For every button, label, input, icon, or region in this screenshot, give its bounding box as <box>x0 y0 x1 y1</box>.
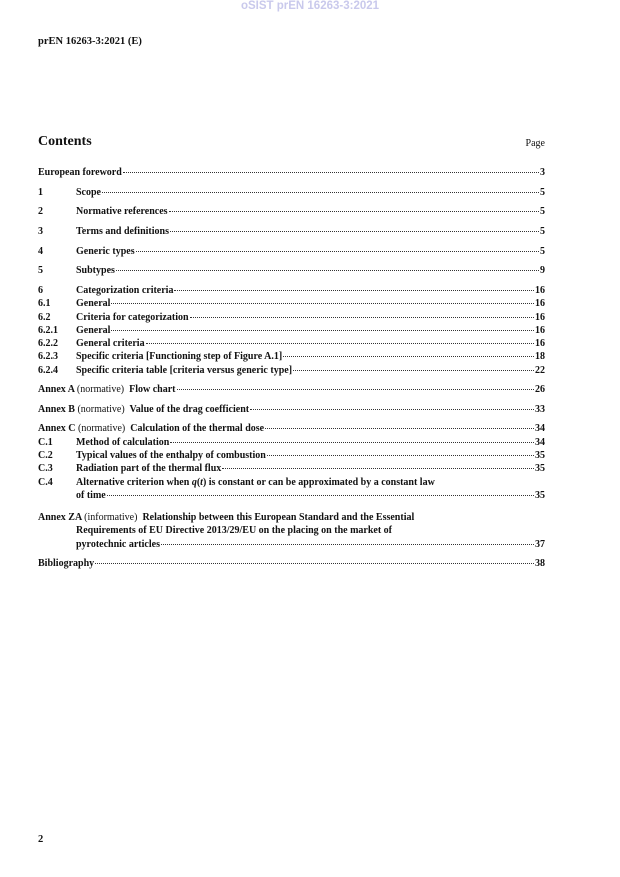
toc-entry[interactable] <box>38 557 545 570</box>
dot-leader <box>102 192 539 193</box>
page-ref: 16 <box>535 338 545 349</box>
toc-line <box>38 462 545 475</box>
toc-entry-text: Requirements of EU Directive 2013/29/EU on the placing on the market of <box>76 525 392 537</box>
dot-leader <box>170 442 534 443</box>
section-number: 6.1 <box>38 298 51 309</box>
page-ref: 16 <box>535 298 545 309</box>
section-number: C.3 <box>38 463 53 474</box>
toc-entry[interactable] <box>38 476 545 503</box>
section-number: C.2 <box>38 450 53 461</box>
toc-line <box>38 476 545 489</box>
page-ref: 5 <box>540 187 545 198</box>
section-number: C.1 <box>38 437 53 448</box>
section-number: 6 <box>38 285 43 296</box>
section-number: 6.2.3 <box>38 351 58 362</box>
section-number: 2 <box>38 206 43 217</box>
dot-leader <box>146 343 534 344</box>
dot-leader <box>250 409 534 410</box>
annex-label: Annex ZA <box>38 512 82 523</box>
page-column-label: Page <box>525 138 545 149</box>
page-ref: 22 <box>535 365 545 376</box>
toc-line <box>38 364 545 377</box>
toc-entry[interactable] <box>38 264 545 277</box>
dot-leader <box>136 251 539 252</box>
watermark: oSIST prEN 16263-3:2021 <box>240 0 380 12</box>
dot-leader <box>116 270 539 271</box>
annex-label: Annex C <box>38 423 76 434</box>
dot-leader <box>161 544 534 545</box>
toc-entry[interactable] <box>38 297 545 310</box>
page-ref: 34 <box>535 423 545 434</box>
toc-line <box>38 297 545 310</box>
toc-line <box>38 324 545 337</box>
contents-title: Contents <box>38 134 92 149</box>
toc-title: Calculation of the thermal dose <box>130 423 265 434</box>
toc-entry[interactable] <box>38 511 545 551</box>
dot-leader <box>267 455 534 456</box>
annex-label: Annex B <box>38 404 75 415</box>
toc-line <box>38 186 545 199</box>
toc-title: Relationship between this European Standard and the Essential <box>142 512 415 523</box>
toc-line <box>38 436 545 449</box>
toc-entry-text: Method of calculation <box>76 437 170 448</box>
toc-entry-text <box>38 511 414 524</box>
toc-line <box>38 511 545 524</box>
toc-line <box>38 245 545 258</box>
dot-leader <box>107 495 534 496</box>
toc-line <box>38 166 545 179</box>
toc-entry-text: Bibliography <box>38 558 95 569</box>
toc-entry[interactable] <box>38 337 545 350</box>
toc-entry[interactable] <box>38 225 545 238</box>
toc-line <box>38 205 545 218</box>
toc-entry[interactable] <box>38 422 545 435</box>
document-header: prEN 16263-3:2021 (E) <box>38 36 142 47</box>
dot-leader <box>177 389 535 390</box>
page-ref: 35 <box>535 490 545 502</box>
section-number: 6.2.2 <box>38 338 58 349</box>
toc-line <box>38 538 545 551</box>
annex-label: Annex A <box>38 384 75 395</box>
toc-entry[interactable] <box>38 166 545 179</box>
toc-entry[interactable] <box>38 350 545 363</box>
toc-entry-text: Subtypes <box>76 265 115 276</box>
toc-entry-text: Generic types <box>76 246 135 257</box>
toc-entry[interactable] <box>38 311 545 324</box>
page-ref: 5 <box>540 206 545 217</box>
toc-entry-text: European foreword <box>38 167 122 178</box>
page-ref: 35 <box>535 450 545 461</box>
toc-line <box>38 350 545 363</box>
toc-entry[interactable] <box>38 436 545 449</box>
toc-entry-text: Typical values of the enthalpy of combustion <box>76 450 266 461</box>
toc-entry[interactable] <box>38 383 545 396</box>
toc-entry-text: Scope <box>76 187 101 198</box>
toc-line <box>38 225 545 238</box>
toc-line <box>38 524 545 537</box>
dot-leader <box>174 290 534 291</box>
dot-leader <box>222 468 534 469</box>
dot-leader <box>123 172 539 173</box>
section-number: 1 <box>38 187 43 198</box>
toc-entry-text: Normative references <box>76 206 168 217</box>
page-ref: 16 <box>535 325 545 336</box>
annex-status: (informative) <box>84 512 138 523</box>
section-number: 3 <box>38 226 43 237</box>
toc-entry[interactable] <box>38 403 545 416</box>
toc-entry[interactable] <box>38 364 545 377</box>
page-ref: 9 <box>540 265 545 276</box>
toc-entry-text: Alternative criterion when q(t) is constant or can be approximated by a constant law <box>76 477 435 488</box>
toc-entry-text: General <box>76 325 111 336</box>
section-number: 5 <box>38 265 43 276</box>
toc-line <box>38 422 545 435</box>
toc-entry-text: of time <box>76 490 106 502</box>
annex-status: (normative) <box>77 404 125 415</box>
page-ref: 16 <box>535 285 545 296</box>
page-ref: 34 <box>535 437 545 448</box>
toc-line <box>38 337 545 350</box>
page-ref: 18 <box>535 351 545 362</box>
toc-entry-text <box>38 383 176 396</box>
toc-entry-text: Radiation part of the thermal flux <box>76 463 222 474</box>
toc-entry-text: pyrotechnic articles <box>76 538 160 550</box>
dot-leader <box>283 356 534 357</box>
dot-leader <box>111 303 534 304</box>
toc-line <box>38 311 545 324</box>
page-ref: 5 <box>540 246 545 257</box>
dot-leader <box>95 563 534 564</box>
toc-entry-text: General <box>76 298 111 309</box>
toc-entry[interactable] <box>38 284 545 297</box>
toc-entry-text <box>38 403 249 416</box>
section-number: 4 <box>38 246 43 257</box>
page-ref: 16 <box>535 312 545 323</box>
toc-title: Flow chart <box>129 384 176 395</box>
toc-entry-text: Specific criteria [Functioning step of Figure A.1] <box>76 351 283 362</box>
toc-entry[interactable] <box>38 186 545 199</box>
toc-entry-text <box>38 422 264 435</box>
dot-leader <box>111 330 534 331</box>
toc-entry[interactable] <box>38 205 545 218</box>
toc-entry-text: Criteria for categorization <box>76 312 189 323</box>
dot-leader <box>169 211 539 212</box>
toc-line <box>38 284 545 297</box>
page-ref: 37 <box>535 538 545 550</box>
page-ref: 33 <box>535 404 545 415</box>
toc-entry[interactable] <box>38 324 545 337</box>
toc-entry-text: Categorization criteria <box>76 285 174 296</box>
page-number: 2 <box>38 834 44 845</box>
toc-line <box>38 383 545 396</box>
dot-leader <box>190 317 534 318</box>
section-number: 6.2 <box>38 312 51 323</box>
toc-line <box>38 557 545 570</box>
section-number: 6.2.4 <box>38 365 58 376</box>
annex-status: (normative) <box>76 384 125 395</box>
annex-status: (normative) <box>78 423 126 434</box>
toc-entry-text: Specific criteria table [criteria versus generic type] <box>76 365 293 376</box>
toc-entry-text: Terms and definitions <box>76 226 169 237</box>
toc-entry[interactable] <box>38 245 545 258</box>
page-ref: 35 <box>535 463 545 474</box>
section-number: 6.2.1 <box>38 325 58 336</box>
page-ref: 38 <box>535 558 545 569</box>
page-ref: 5 <box>540 226 545 237</box>
dot-leader <box>170 231 539 232</box>
section-number: C.4 <box>38 477 53 488</box>
toc-title: Value of the drag coefficient <box>129 404 250 415</box>
page-ref: 3 <box>540 167 545 178</box>
toc-entry[interactable] <box>38 462 545 475</box>
dot-leader <box>265 428 534 429</box>
page-ref: 26 <box>535 384 545 395</box>
toc-line <box>38 449 545 462</box>
toc-line <box>38 489 545 502</box>
dot-leader <box>293 370 534 371</box>
toc-entry[interactable] <box>38 449 545 462</box>
toc-entry-text: General criteria <box>76 338 145 349</box>
toc-line <box>38 403 545 416</box>
toc-line <box>38 264 545 277</box>
